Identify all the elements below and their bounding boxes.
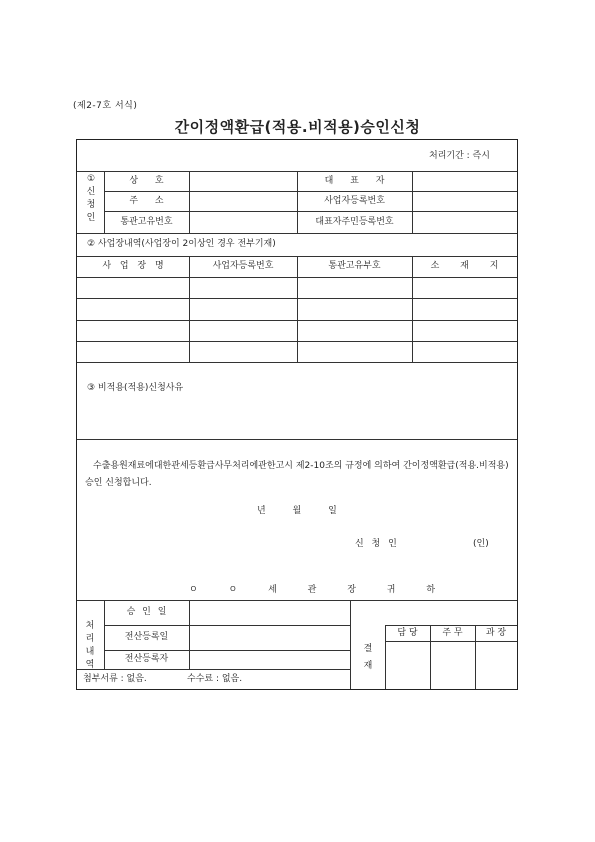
trade-name-label: 상 호 — [129, 175, 164, 186]
trade-name-field[interactable] — [190, 172, 297, 191]
registrar-field[interactable] — [190, 651, 350, 669]
business-reg-no-label: 사업자등록번호 — [324, 195, 385, 206]
chief-signature-box[interactable] — [476, 642, 517, 689]
seal-mark: (인) — [473, 539, 489, 549]
approver-officer-header: 주 무 — [442, 627, 463, 638]
reason-heading: ③ 비적용(적용)신청사유 — [87, 383, 184, 393]
approver-staff-header: 담 당 — [397, 627, 418, 638]
rep-resident-no-field[interactable] — [413, 212, 517, 233]
approval-date-label: 승 인 일 — [126, 607, 167, 617]
address-field[interactable] — [190, 192, 297, 211]
rep-resident-no-label: 대표자주민등록번호 — [315, 216, 394, 227]
form-number: (제2-7호 서식) — [73, 101, 138, 111]
date-line: 년 월 일 — [257, 506, 337, 516]
applicant-section-label: ① 신 청 인 — [86, 174, 96, 223]
processing-period: 처리기간 : 즉시 — [429, 151, 490, 161]
fee-note: 수수료 : 없음. — [187, 674, 243, 684]
representative-field[interactable] — [413, 172, 517, 191]
approval-date-field[interactable] — [190, 601, 350, 625]
workplace-customs-code-header: 통관고유부호 — [328, 261, 381, 271]
workplaces-heading: ② 사업장내역(사업장이 2이상인 경우 전부기재) — [87, 239, 276, 249]
staff-signature-box[interactable] — [386, 642, 430, 689]
workplace-reg-no-header: 사업자등록번호 — [212, 261, 274, 271]
representative-label: 대 표 자 — [324, 175, 385, 186]
form-title: 간이정액환급(적용.비적용)승인신청 — [174, 118, 421, 136]
officer-signature-box[interactable] — [431, 642, 475, 689]
workplace-rows[interactable] — [77, 278, 517, 362]
customs-code-label: 통관고유번호 — [120, 216, 173, 227]
application-form — [76, 139, 518, 690]
applicant-sign-label: 신 청 인 — [355, 539, 397, 549]
customs-code-field[interactable] — [190, 212, 297, 233]
declaration-text: 수출용원재료에대한관세등환급사무처리에관한고시 제2-10조의 규정에 의하여 간이정액환급(적용.비적용)승인 신청합니다. — [85, 461, 509, 488]
business-reg-no-field[interactable] — [413, 192, 517, 211]
attachments-note: 첨부서류 : 없음. — [83, 674, 147, 684]
workplace-location-header: 소 재 지 — [430, 261, 499, 271]
workplace-name-header: 사 업 장 명 — [102, 261, 164, 271]
address-label: 주 소 — [129, 195, 164, 206]
registrar-label: 전산등록자 — [124, 654, 169, 664]
approval-label: 결 재 — [363, 644, 373, 671]
reason-field[interactable] — [77, 398, 517, 439]
processing-label: 처리 내역 — [85, 621, 95, 670]
registration-date-label: 전산등록일 — [124, 632, 169, 642]
addressee: ㅇ ㅇ 세 관 장 귀 하 — [189, 585, 436, 595]
registration-date-field[interactable] — [190, 626, 350, 650]
approver-chief-header: 과 장 — [485, 627, 507, 638]
